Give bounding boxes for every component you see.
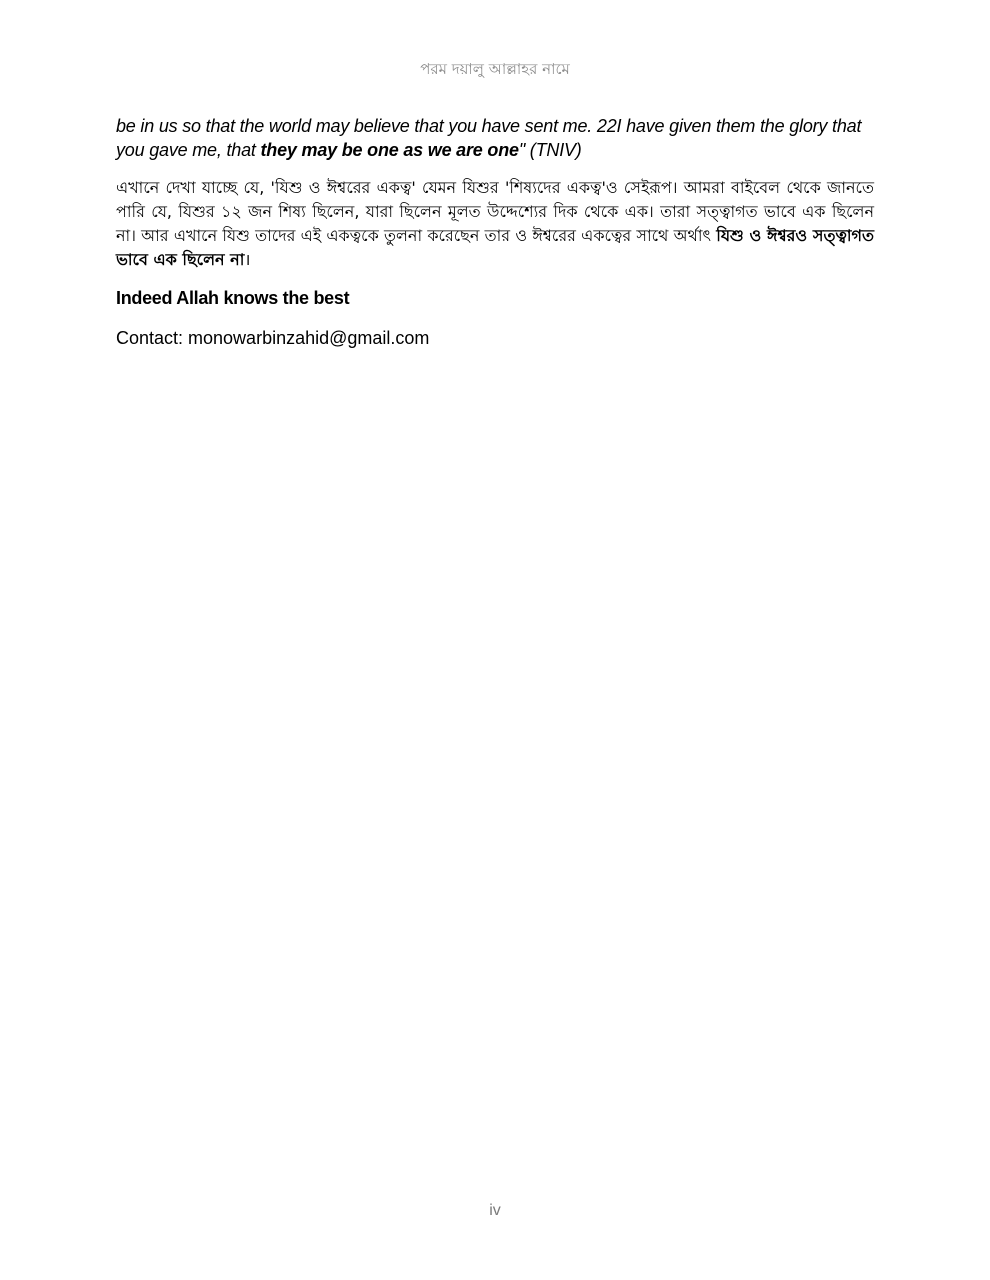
contact-line: Contact: monowarbinzahid@gmail.com — [116, 328, 430, 348]
bengali-paragraph — [116, 176, 874, 272]
scripture-quote — [116, 114, 874, 162]
bengali-end-mark: । — [244, 250, 251, 269]
bengali-text: এখানে দেখা যাচ্ছে যে, 'যিশু ও ঈশ্বরের একত্ব' যেমন যিশুর 'শিষ্যদের একত্ব'ও সেইরূপ। আমরা বাইবেল থেকে জানতে পারি যে, যিশুর ১২ জন শিষ্য ছিলেন, যারা ছিলেন মূলত উদ্দেশ্যের দিক থেকে এক। তারা সত্ত্বাগত ভাবে এক ছিলেন না। আর এখানে যিশু তাদের এই একত্বকে তুলনা করেছেন তার ও ঈশ্বরের একত্বের সাথে অর্থাৎ — [116, 178, 874, 245]
closing-statement: Indeed Allah knows the best — [116, 288, 350, 308]
quote-citation: " (TNIV) — [518, 140, 582, 160]
quote-bold-text: they may be one as we are one — [260, 140, 519, 160]
bengali-bold-text: যিশু ও ঈশ্বরও সত্ত্বাগত ভাবে এক ছিলেন না — [116, 226, 874, 269]
page-header: পরম দয়ালু আল্লাহর নামে — [420, 60, 570, 78]
quote-text: be in us so that the world may believe that you have sent me. 22I have given them the glory that you gave me, that — [116, 116, 862, 160]
page-body — [116, 114, 874, 350]
page-number: iv — [489, 1202, 501, 1219]
